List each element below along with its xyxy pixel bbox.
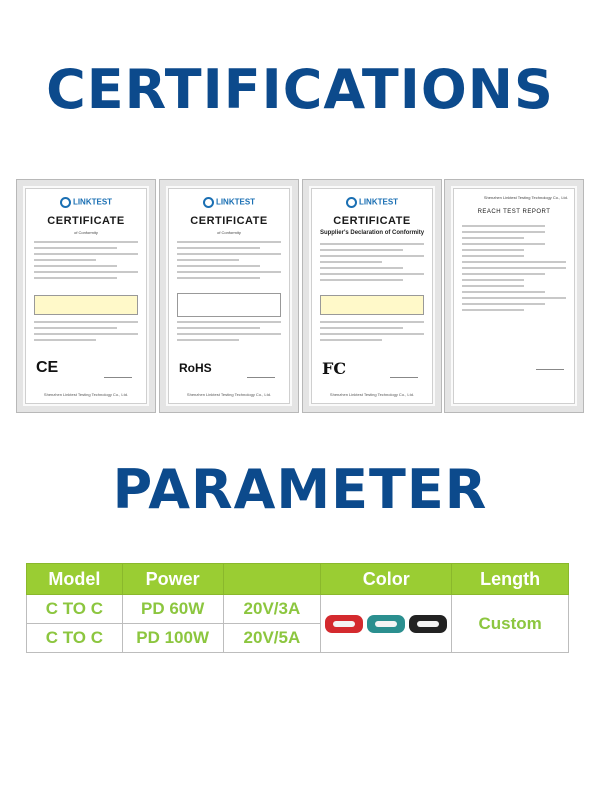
spec-cell: 20V/5A [223,624,321,653]
certificate-footer: Shenzhen Linktest Testing Technology Co., Ltd. [329,392,415,397]
certificate-text [320,243,424,285]
signature [536,357,564,370]
certificate-standard-box [34,295,138,315]
power-cell: PD 100W [122,624,223,653]
certificate-subtitle: of Conformity [217,230,241,235]
report-text [462,225,566,315]
certificate-subtitle: Supplier's Declaration of Conformity [319,230,425,236]
header-model: Model [27,564,123,595]
certificate-text [34,321,138,345]
table-row [27,595,569,624]
table-header-row [27,564,569,595]
black-cable-swatch [409,615,447,633]
header-color: Color [321,564,452,595]
report-header: Shenzhen Linktest Testing Technology Co., Ltd. [483,195,568,200]
red-cable-swatch [325,615,363,633]
certificate-text [177,241,281,283]
ce-mark: CE [36,359,59,376]
teal-cable-swatch [367,615,405,633]
signature [390,365,418,378]
linktest-logo: LINKTEST [312,197,432,208]
rohs-certificate[interactable] [160,180,298,412]
report-title: REACH TEST REPORT [477,209,551,215]
signature [104,365,132,378]
model-cell: C TO C [27,595,123,624]
header-length: Length [452,564,569,595]
linktest-logo: LINKTEST [26,197,146,208]
fcc-mark: FC [322,359,347,378]
certificate-title: CERTIFICATE [333,215,411,227]
certifications-heading: CERTIFICATIONS [46,58,554,121]
certificate-text [177,321,281,345]
certificate-standard-box [320,295,424,315]
linktest-logo: LINKTEST [169,197,289,208]
header-power: Power [122,564,223,595]
certificate-text [320,321,424,345]
certificate-title: CERTIFICATE [190,215,268,227]
certificate-subtitle: of Conformity [74,230,98,235]
certificate-text [34,241,138,283]
certificates-gallery [17,180,583,412]
parameter-table [26,563,569,653]
certificate-footer: Shenzhen Linktest Testing Technology Co., Ltd. [43,392,129,397]
spec-cell: 20V/3A [223,595,321,624]
certificate-title: CERTIFICATE [47,215,125,227]
parameter-heading: PARAMETER [112,458,488,521]
certificate-footer: Shenzhen Linktest Testing Technology Co., Ltd. [186,392,272,397]
certificate-standard-box [177,293,281,317]
model-cell: C TO C [27,624,123,653]
header-blank [223,564,321,595]
reach-test-report[interactable] [445,180,583,412]
ce-certificate[interactable] [17,180,155,412]
signature [247,365,275,378]
power-cell: PD 60W [122,595,223,624]
rohs-mark: RoHS [179,361,212,375]
length-cell: Custom [452,595,569,653]
fcc-certificate[interactable] [303,180,441,412]
color-swatches-cell [321,595,452,653]
